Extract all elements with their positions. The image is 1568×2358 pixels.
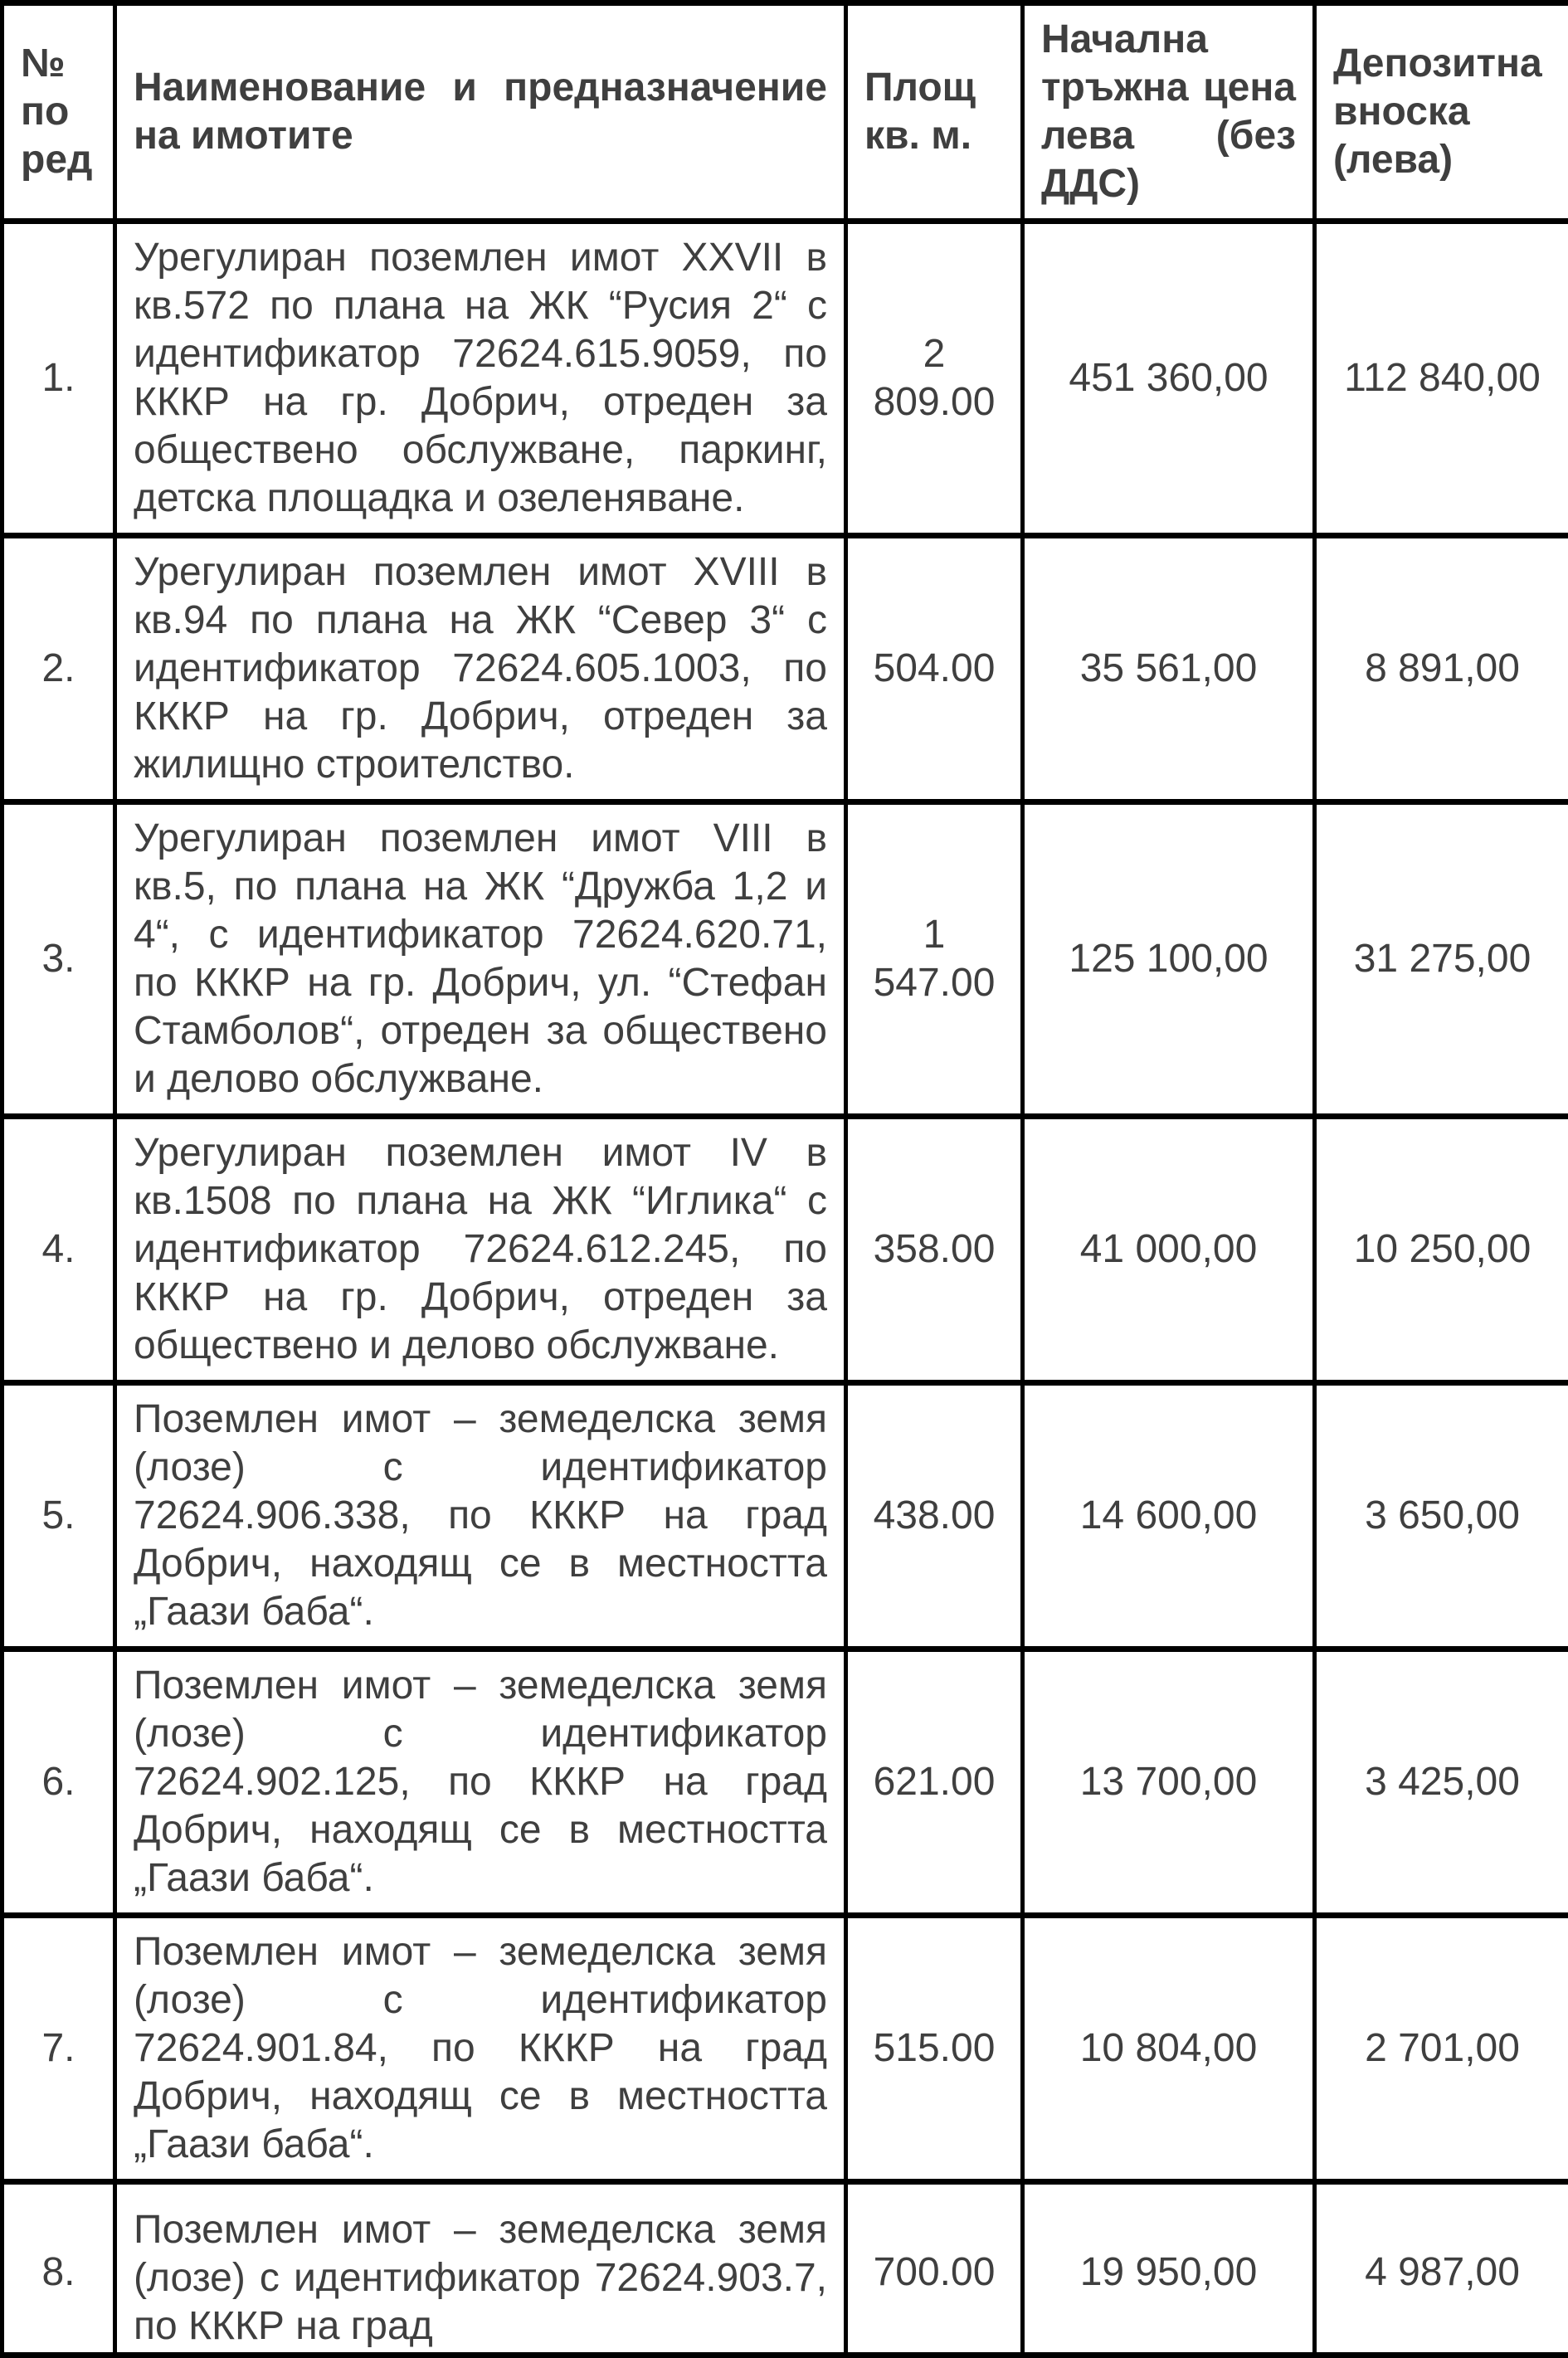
row-5-description: Поземлен имот – земеделска земя (лозе) с идентификатор 72624.906.338, по КККР на град Добрич, находящ се в местността „Гаази баба“. xyxy=(115,1383,846,1649)
row-6-description: Поземлен имот – земеделска земя (лозе) с идентификатор 72624.902.125, по КККР на град Добрич, находящ се в местността „Гаази баба“. xyxy=(115,1649,846,1916)
property-row-8 xyxy=(2,2182,1568,2358)
row-1-number: 1. xyxy=(2,222,115,536)
header-number: № по ред xyxy=(2,3,115,222)
row-4-deposit: 10 250,00 xyxy=(1315,1117,1568,1383)
property-row-3 xyxy=(2,802,1568,1117)
row-2-number: 2. xyxy=(2,536,115,802)
header-row xyxy=(2,3,1568,222)
row-3-description: Урегулиран поземлен имот VIII в кв.5, по плана на ЖК “Дружба 1,2 и 4“, с идентификатор 72624.620.71, по КККР на гр. Добрич, ул. “Стефан Стамболов“, отреден за обществено и делово обслужване. xyxy=(115,802,846,1117)
row-7-area: 515.00 xyxy=(846,1916,1023,2182)
row-8-number: 8. xyxy=(2,2182,115,2358)
row-8-deposit: 4 987,00 xyxy=(1315,2182,1568,2358)
header-deposit: Депозитна вноска (лева) xyxy=(1315,3,1568,222)
row-1-price: 451 360,00 xyxy=(1023,222,1315,536)
header-area: Площ кв. м. xyxy=(846,3,1023,222)
row-4-number: 4. xyxy=(2,1117,115,1383)
row-8-area: 700.00 xyxy=(846,2182,1023,2358)
row-1-deposit: 112 840,00 xyxy=(1315,222,1568,536)
row-2-deposit: 8 891,00 xyxy=(1315,536,1568,802)
property-row-4 xyxy=(2,1117,1568,1383)
row-5-number: 5. xyxy=(2,1383,115,1649)
row-3-area: 1 547.00 xyxy=(846,802,1023,1117)
row-1-description: Урегулиран поземлен имот XXVII в кв.572 по плана на ЖК “Русия 2“ с идентификатор 72624.615.9059, по КККР на гр. Добрич, отреден за обществено обслужване, паркинг, детска площадка и озеленяване. xyxy=(115,222,846,536)
row-6-price: 13 700,00 xyxy=(1023,1649,1315,1916)
row-6-number: 6. xyxy=(2,1649,115,1916)
row-3-number: 3. xyxy=(2,802,115,1117)
header-price: Начална тръжна цена лева (без ДДС) xyxy=(1023,3,1315,222)
row-4-price: 41 000,00 xyxy=(1023,1117,1315,1383)
row-1-area: 2 809.00 xyxy=(846,222,1023,536)
row-6-deposit: 3 425,00 xyxy=(1315,1649,1568,1916)
row-8-price: 19 950,00 xyxy=(1023,2182,1315,2358)
row-8-description: Поземлен имот – земеделска земя (лозе) с идентификатор 72624.903.7, по КККР на град xyxy=(115,2182,846,2358)
row-6-area: 621.00 xyxy=(846,1649,1023,1916)
row-7-price: 10 804,00 xyxy=(1023,1916,1315,2182)
row-7-deposit: 2 701,00 xyxy=(1315,1916,1568,2182)
row-5-area: 438.00 xyxy=(846,1383,1023,1649)
property-row-2 xyxy=(2,536,1568,802)
row-3-price: 125 100,00 xyxy=(1023,802,1315,1117)
property-row-5 xyxy=(2,1383,1568,1649)
property-row-7 xyxy=(2,1916,1568,2182)
property-row-6 xyxy=(2,1649,1568,1916)
row-7-number: 7. xyxy=(2,1916,115,2182)
row-4-description: Урегулиран поземлен имот IV в кв.1508 по плана на ЖК “Иглика“ с идентификатор 72624.612.245, по КККР на гр. Добрич, отреден за обществено и делово обслужване. xyxy=(115,1117,846,1383)
row-4-area: 358.00 xyxy=(846,1117,1023,1383)
row-3-deposit: 31 275,00 xyxy=(1315,802,1568,1117)
row-5-deposit: 3 650,00 xyxy=(1315,1383,1568,1649)
property-row-1 xyxy=(2,222,1568,536)
row-5-price: 14 600,00 xyxy=(1023,1383,1315,1649)
row-2-description: Урегулиран поземлен имот XVIII в кв.94 по плана на ЖК “Север 3“ с идентификатор 72624.605.1003, по КККР на гр. Добрич, отреден за жилищно строителство. xyxy=(115,536,846,802)
header-name: Наименование и предназначение на имотите xyxy=(115,3,846,222)
row-7-description: Поземлен имот – земеделска земя (лозе) с идентификатор 72624.901.84, по КККР на град Добрич, находящ се в местността „Гаази баба“. xyxy=(115,1916,846,2182)
row-2-area: 504.00 xyxy=(846,536,1023,802)
row-2-price: 35 561,00 xyxy=(1023,536,1315,802)
